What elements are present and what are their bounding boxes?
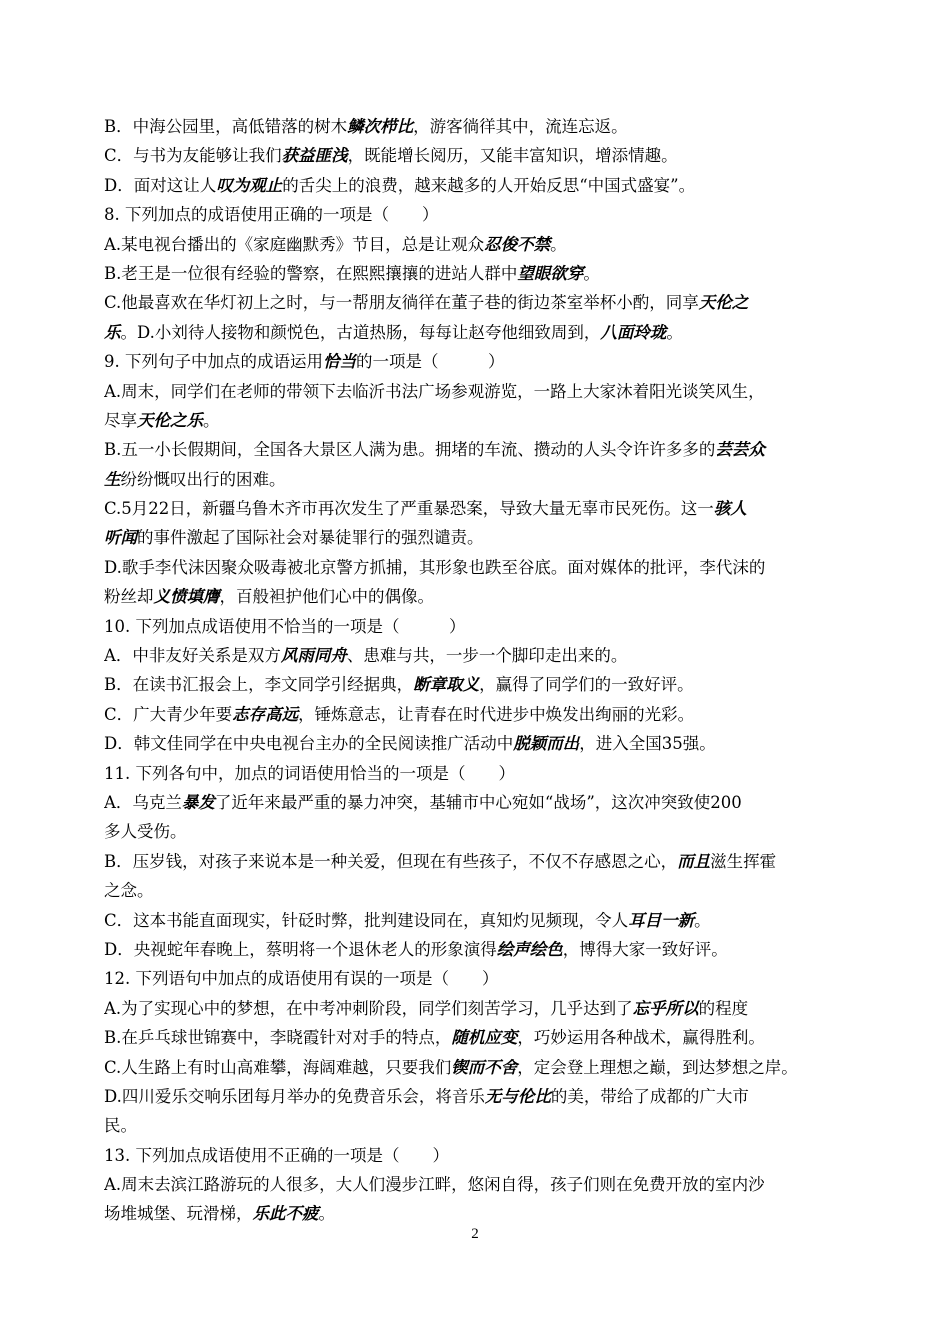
text-line xyxy=(104,612,854,641)
text-line xyxy=(104,318,854,347)
text-segment: 9. 下列句子中加点的成语运用 xyxy=(104,352,323,372)
emphasized-idiom: 忍俊不禁 xyxy=(484,234,551,254)
emphasized-idiom: 恰当 xyxy=(323,352,356,372)
text-line xyxy=(104,729,854,758)
text-line xyxy=(104,641,854,670)
text-line xyxy=(104,347,854,376)
page-number: 2 xyxy=(471,1226,479,1242)
text-segment: 10. 下列加点成语使用不恰当的一项是（ ） xyxy=(104,616,466,636)
text-segment: 多人受伤。 xyxy=(104,822,187,842)
question-text-body xyxy=(104,112,854,1229)
text-segment: ，锤炼意志，让青春在时代进步中焕发出绚丽的光彩。 xyxy=(298,704,695,724)
text-segment: C．与书为友能够让我们 xyxy=(104,146,282,166)
emphasized-idiom: 望眼欲穿 xyxy=(517,263,584,283)
text-line xyxy=(104,1023,854,1052)
text-segment: ，定会登上理想之巅，到达梦想之岸。 xyxy=(517,1057,798,1077)
text-segment: ，赢得了同学们的一致好评。 xyxy=(479,675,694,695)
text-segment: A．中非友好关系是双方 xyxy=(104,646,281,666)
text-segment: B．中海公园里，高低错落的树木 xyxy=(104,117,348,136)
text-segment: 纷纷慨叹出行的困难。 xyxy=(120,469,286,489)
text-segment: B．在读书汇报会上，李文同学引经据典， xyxy=(104,675,414,695)
text-segment: A.周末，同学们在老师的带领下去临沂书法广场参观游览，一路上大家沐着阳光谈笑风生， xyxy=(104,381,765,401)
emphasized-idiom: 天伦之乐 xyxy=(137,410,203,430)
emphasized-idiom: 乐此不疲 xyxy=(252,1204,319,1224)
text-segment: ，既能增长阅历，又能丰富知识，增添情趣。 xyxy=(347,146,678,166)
text-line xyxy=(104,847,854,876)
emphasized-idiom: 芸芸众 xyxy=(715,440,765,460)
emphasized-idiom: 忘乎所以 xyxy=(632,998,699,1018)
emphasized-idiom: 乐 xyxy=(104,322,121,342)
text-line xyxy=(104,700,854,729)
text-segment: 尽享 xyxy=(104,410,137,430)
text-line xyxy=(104,964,854,993)
emphasized-idiom: 义愤填膺 xyxy=(153,587,220,607)
text-segment: 。 xyxy=(318,1204,335,1224)
text-segment: D．央视蛇年春晚上，蔡明将一个退休老人的形象演得 xyxy=(104,939,497,959)
text-segment: A.为了实现心中的梦想，在中考冲刺阶段，同学们刻苦学习，几乎达到了 xyxy=(104,998,633,1018)
text-line xyxy=(104,112,854,141)
emphasized-idiom: 获益匪浅 xyxy=(281,146,348,166)
emphasized-idiom: 鳞次栉比 xyxy=(347,117,414,136)
emphasized-idiom: 而且 xyxy=(677,851,711,871)
text-segment: 12. 下列语句中加点的成语使用有误的一项是（ ） xyxy=(104,969,499,989)
text-line xyxy=(104,876,854,905)
text-line xyxy=(104,141,854,170)
text-line xyxy=(104,1141,854,1170)
text-line xyxy=(104,406,854,435)
text-segment: B.老王是一位很有经验的警察，在熙熙攘攘的进站人群中 xyxy=(104,263,518,283)
text-segment: 的美，带给了成都的广大市 xyxy=(550,1086,749,1106)
text-segment: C.人生路上有时山高难攀，海阔难越，只要我们 xyxy=(104,1057,452,1077)
text-segment: A．乌克兰 xyxy=(104,792,182,812)
emphasized-idiom: 八面玲珑 xyxy=(600,322,667,342)
text-segment: A.周末去滨江路游玩的人很多，大人们漫步江畔，悠闲自得，孩子们则在免费开放的室内沙 xyxy=(104,1175,765,1195)
text-segment: D.歌手李代沫因聚众吸毒被北京警方抓捕，其形象也跌至谷底。面对媒体的批评，李代沫的 xyxy=(104,557,766,577)
text-segment: D．韩文佳同学在中央电视台主办的全民阅读推广活动中 xyxy=(104,734,514,754)
text-segment: 民。 xyxy=(104,1116,137,1136)
emphasized-idiom: 叹为观止 xyxy=(216,175,283,195)
text-line xyxy=(104,494,854,523)
emphasized-idiom: 绘声绘色 xyxy=(496,939,563,959)
text-segment: 11. 下列各句中，加点的词语使用恰当的一项是（ ） xyxy=(104,763,515,783)
text-segment: 的一项是（ ） xyxy=(356,352,505,372)
text-segment: 粉丝却 xyxy=(104,587,154,607)
text-segment: C．这本书能直面现实，针砭时弊，批判建设同在，真知灼见频现，令人 xyxy=(104,910,629,930)
text-line xyxy=(104,171,854,200)
text-segment: 。 xyxy=(203,410,220,430)
emphasized-idiom: 随机应变 xyxy=(451,1028,518,1048)
emphasized-idiom: 锲而不舍 xyxy=(451,1057,518,1077)
text-line xyxy=(104,817,854,846)
text-line xyxy=(104,994,854,1023)
text-segment: C.5月22日，新疆乌鲁木齐市再次发生了严重暴恐案，导致大量无辜市民死伤。这一 xyxy=(104,499,714,519)
text-line xyxy=(104,288,854,317)
text-segment: 8. 下列加点的成语使用正确的一项是（ ） xyxy=(104,205,439,225)
text-segment: ，博得大家一致好评。 xyxy=(562,939,728,959)
text-segment: 。D.小刘待人接物和颜悦色，古道热肠，每每让赵夸他细致周到， xyxy=(120,322,601,342)
text-segment: A.某电视台播出的《家庭幽默秀》节目，总是让观众 xyxy=(104,234,485,254)
text-line xyxy=(104,435,854,464)
text-line xyxy=(104,906,854,935)
text-segment: 。 xyxy=(583,263,600,283)
text-segment: 的舌尖上的浪费，越来越多的人开始反思“中国式盛宴”。 xyxy=(282,175,696,195)
text-segment: 。 xyxy=(694,910,711,930)
text-segment: C.他最喜欢在华灯初上之时，与一帮朋友徜徉在董子巷的街边茶室举杯小酌，同享 xyxy=(104,293,699,313)
text-line xyxy=(104,1053,854,1082)
emphasized-idiom: 骇人 xyxy=(713,499,747,519)
emphasized-idiom: 听闻 xyxy=(104,528,137,548)
text-line xyxy=(104,230,854,259)
text-segment: B．压岁钱，对孩子来说本是一种关爱，但现在有些孩子，不仅不存感恩之心， xyxy=(104,851,678,871)
text-segment: ，巧妙运用各种战术，赢得胜利。 xyxy=(517,1028,765,1048)
text-segment: 场堆城堡、玩滑梯， xyxy=(104,1204,253,1224)
text-segment: 滋生挥霍 xyxy=(710,851,777,871)
text-segment: ，百般袒护他们心中的偶像。 xyxy=(219,587,434,607)
text-line xyxy=(104,1199,854,1228)
text-segment: 的程度 xyxy=(698,998,749,1018)
text-line xyxy=(104,582,854,611)
text-line xyxy=(104,377,854,406)
text-line xyxy=(104,935,854,964)
emphasized-idiom: 耳目一新 xyxy=(628,910,695,930)
text-line xyxy=(104,759,854,788)
emphasized-idiom: 志存高远 xyxy=(232,704,299,724)
emphasized-idiom: 暴发 xyxy=(181,792,215,812)
text-line xyxy=(104,1111,854,1140)
text-segment: 的事件激起了国际社会对暴徒罪行的强烈谴责。 xyxy=(137,528,484,548)
text-line xyxy=(104,465,854,494)
text-segment: D．面对这让人 xyxy=(104,175,217,195)
text-segment: B.五一小长假期间，全国各大景区人满为患。拥堵的车流、攒动的人头令许许多多的 xyxy=(104,440,716,460)
text-segment: ，进入全国35强。 xyxy=(579,734,716,754)
emphasized-idiom: 无与伦比 xyxy=(484,1086,551,1106)
text-line xyxy=(104,259,854,288)
text-line xyxy=(104,788,854,817)
text-line xyxy=(104,200,854,229)
emphasized-idiom: 风雨同舟 xyxy=(280,646,347,666)
text-segment: 。 xyxy=(550,234,567,254)
text-segment: 了近年来最严重的暴力冲突，基辅市中心宛如“战场”，这次冲突致使200 xyxy=(214,792,742,812)
text-segment: D.四川爱乐交响乐团每月举办的免费音乐会，将音乐 xyxy=(104,1086,485,1106)
emphasized-idiom: 生 xyxy=(104,469,121,489)
text-line xyxy=(104,553,854,582)
text-segment: C．广大青少年要 xyxy=(104,704,233,724)
text-segment: 13. 下列加点成语使用不正确的一项是（ ） xyxy=(104,1145,449,1165)
emphasized-idiom: 天伦之 xyxy=(698,293,749,313)
text-segment: 之念。 xyxy=(104,881,154,901)
text-segment: ，游客徜徉其中，流连忘返。 xyxy=(413,117,628,136)
text-segment: 、患难与共，一步一个脚印走出来的。 xyxy=(346,646,628,666)
text-line xyxy=(104,1170,854,1199)
text-segment: B.在乒乓球世锦赛中，李晓霞针对对手的特点， xyxy=(104,1028,452,1048)
text-line xyxy=(104,523,854,552)
emphasized-idiom: 脱颖而出 xyxy=(513,734,580,754)
emphasized-idiom: 断章取义 xyxy=(413,675,480,695)
text-line xyxy=(104,1082,854,1111)
text-line xyxy=(104,670,854,699)
text-segment: 。 xyxy=(666,322,683,342)
